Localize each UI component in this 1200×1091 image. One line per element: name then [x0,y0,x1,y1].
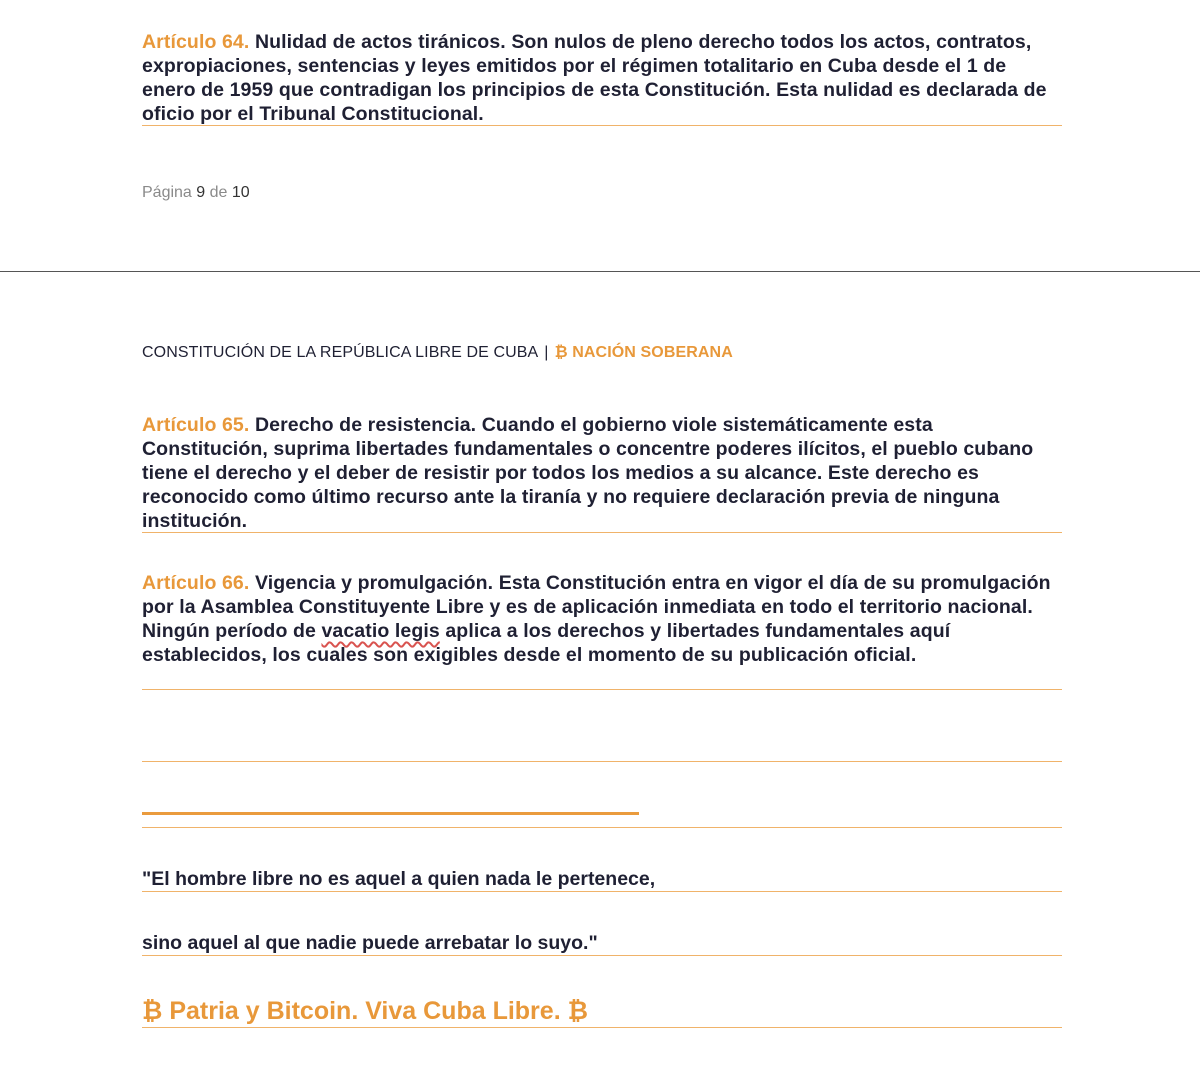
article-64-number: Artículo 64. [142,31,250,53]
header-separator: | [544,344,549,361]
quote-rule-1 [142,891,1062,892]
page-break-divider [0,271,1200,272]
spellcheck-flagged-text[interactable]: vacatio legis [321,620,440,642]
page-header [142,343,733,363]
article-65-number: Artículo 65. [142,414,250,436]
article-66-text [142,571,1062,667]
header-brand: ₿ NACIÓN SOBERANA [554,344,733,361]
signature-line [142,812,639,815]
page-number-total: 10 [231,184,250,201]
article-64-body: Son nulos de pleno derecho todos los actos, contratos, expropiaciones, sentencias y leyes emitidos por el régimen totalitario en Cuba desde el 1 de enero de 1959 que contradigan los principios de esta Constitución. Esta nulidad es declarada de oficio por el Tribunal Constitucional. [142,31,1047,125]
article-65-rule [142,532,1062,533]
page-number-current: 9 [196,184,206,201]
article-65-body: Cuando el gobierno viole sistemáticamente esta Constitución, suprima libertades fundamentales o concentre poderes ilícitos, el pueblo cubano tiene el derecho y el deber de resistir por todos los medios a su alcance. Este derecho es reconocido como último recurso ante la tiranía y no requiere declaración previa de ninguna institución. [142,414,1034,532]
quote-rule-2 [142,955,1062,956]
blank-rule-2 [142,827,1062,828]
article-66-number: Artículo 66. [142,572,250,594]
article-66-title: Vigencia y promulgación. [254,572,494,594]
quote-line-2: sino aquel al que nadie puede arrebatar lo suyo." [142,932,598,954]
article-66-rule [142,689,1062,690]
article-64-rule [142,125,1062,126]
article-66-body-before: Esta Constitución entra en vigor el día de su promulgación por la Asamblea Constituyente Libre y es de aplicación inmediata en todo el territorio nacional. Ningún período de [142,572,1051,642]
article-66-body-after: aplica a los derechos y libertades fundamentales aquí establecidos, los cuales son exigibles desde el momento de su publicación oficial. [142,620,951,666]
article-64-title: Nulidad de actos tiránicos. [254,31,506,53]
article-64-text [142,30,1062,126]
blank-rule-1 [142,761,1062,762]
article-66 [142,571,1062,667]
article-65 [142,413,1062,533]
motto: ₿ Patria y Bitcoin. Viva Cuba Libre. ₿ [142,997,588,1025]
article-65-title: Derecho de resistencia. [254,414,477,436]
page-number-of: de [209,184,228,201]
article-64 [142,30,1062,126]
header-title: CONSTITUCIÓN DE LA REPÚBLICA LIBRE DE CUBA [142,344,539,361]
quote-line-1: "El hombre libre no es aquel a quien nada le pertenece, [142,868,656,890]
page-number-label: Página [142,184,192,201]
motto-rule [142,1027,1062,1028]
page-number [142,183,250,203]
article-65-text [142,413,1062,533]
